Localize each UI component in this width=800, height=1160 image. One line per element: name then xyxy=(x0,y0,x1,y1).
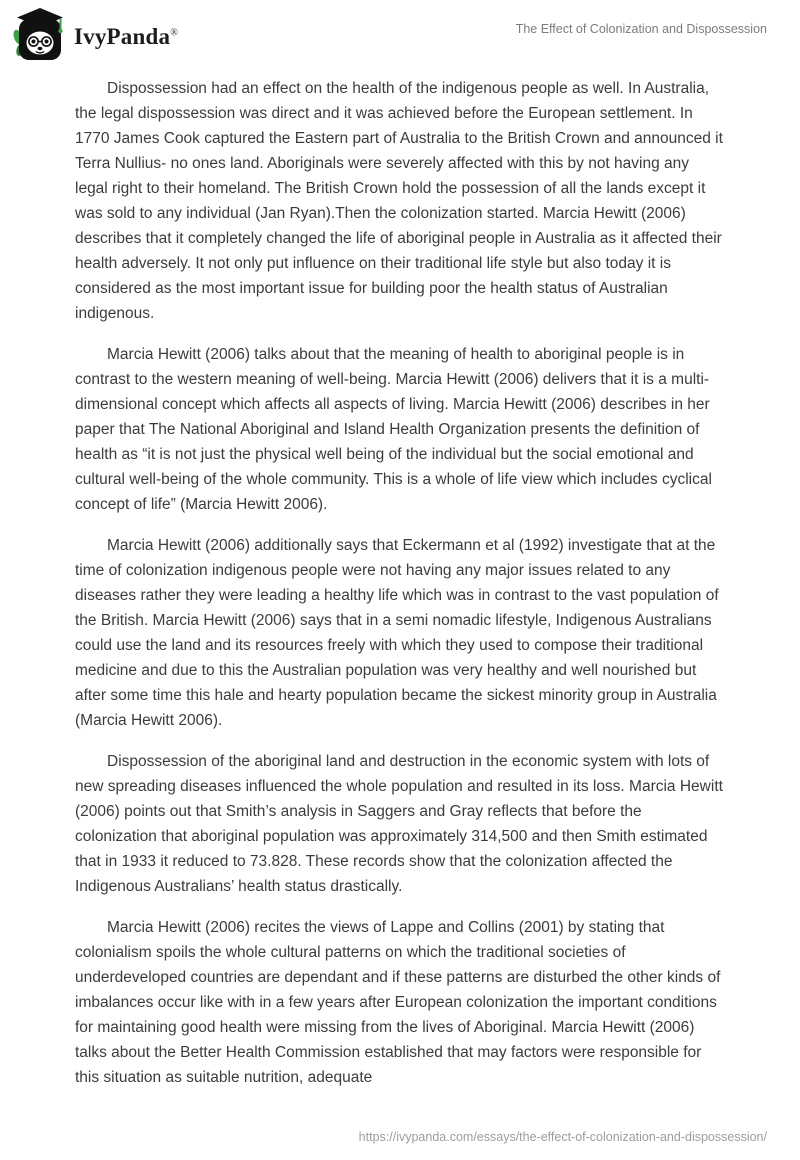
brand-name: IvyPanda® xyxy=(74,23,178,49)
document-title: The Effect of Colonization and Dispossession xyxy=(515,22,767,36)
essay-body xyxy=(75,76,725,1090)
source-url: https://ivypanda.com/essays/the-effect-of-colonization-and-dispossession/ xyxy=(358,1130,767,1144)
ivypanda-logo[interactable] xyxy=(12,6,178,67)
essay-paragraph: Marcia Hewitt (2006) additionally says that Eckermann et al (1992) investigate that at the time of colonization indigenous people were not having any major issues related to any diseases rather they were leading a healthy life which was in contrast to the vast population of the British. Marcia Hewitt (2006) says that in a semi nomadic lifestyle, Indigenous Australians could use the land and its resources freely with which they used to compose their traditional medicine and due to this the Australian population was very healthy and well nourished but after some time this hale and hearty population became the sickest minority group in Australia (Marcia Hewitt 2006). xyxy=(75,537,719,729)
ivypanda-logo-icon xyxy=(12,6,66,67)
essay-paragraph: Marcia Hewitt (2006) talks about that the meaning of health to aboriginal people is in contrast to the western meaning of well-being. Marcia Hewitt (2006) delivers that it is a multi-dimensional concept which affects all aspects of living. Marcia Hewitt (2006) describes in her paper that The National Aboriginal and Island Health Organization presents the definition of health as “it is not just the physical well being of the individual but the social emotional and cultural well-being of the whole community. This is a whole of life view which includes cyclical concept of life” (Marcia Hewitt 2006). xyxy=(75,346,712,513)
essay-paragraph: Dispossession of the aboriginal land and destruction in the economic system with lots of new spreading diseases influenced the whole population and resulted in its loss. Marcia Hewitt (2006) points out that Smith’s analysis in Saggers and Gray reflects that before the colonization that aboriginal population was approximately 314,500 and then Smith estimated that in 1933 it reduced to 73.828. These records show that the colonization affected the Indigenous Australians’ health status drastically. xyxy=(75,753,723,895)
registered-mark: ® xyxy=(170,26,178,38)
essay-paragraph: Marcia Hewitt (2006) recites the views of Lappe and Collins (2001) by stating that colonialism spoils the whole cultural patterns on which the traditional societies of underdeveloped countries are dependant and if these patterns are disturbed the other kinds of imbalances occur like with in a few years after European colonization the important conditions for maintaining good health were missing from the lives of Aboriginal. Marcia Hewitt (2006) talks about the Better Health Commission established that may factors were responsible for this situation as suitable nutrition, adequate xyxy=(75,919,721,1086)
page-header xyxy=(0,0,800,64)
essay-paragraph: Dispossession had an effect on the health of the indigenous people as well. In Australia, the legal dispossession was direct and it was achieved before the European settlement. In 1770 James Cook captured the Eastern part of Australia to the British Crown and announced it Terra Nullius- no ones land. Aboriginals were severely affected with this by not having any legal right to their homeland. The British Crown hold the possession of all the lands except it was sold to any individual (Jan Ryan).Then the colonization started. Marcia Hewitt (2006) describes that it completely changed the life of aboriginal people in Australia as it affected their health adversely. It not only put influence on their traditional life style but also today it is considered as the most important issue for building poor the health status of Australian indigenous. xyxy=(75,80,723,322)
